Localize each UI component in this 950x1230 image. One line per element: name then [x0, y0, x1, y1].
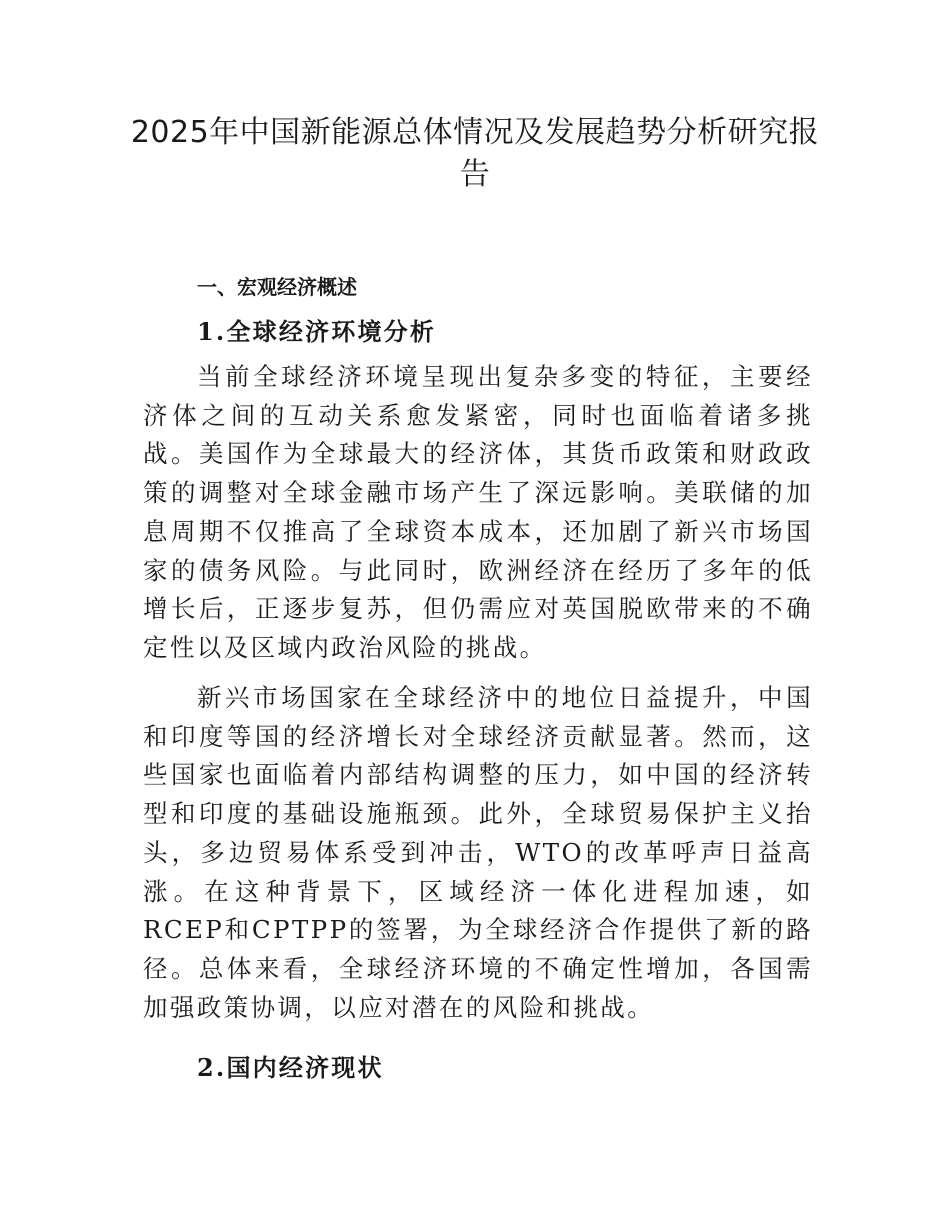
subheading-global-economy: 1.全球经济环境分析	[197, 317, 437, 346]
subheading-domestic-economy: 2.国内经济现状	[197, 1053, 384, 1082]
paragraph-global-economy-2: 新兴市场国家在全球经济中的地位日益提升，中国和印度等国的经济增长对全球经济贡献显著。然而，这些国家也面临着内部结构调整的压力，如中国的经济转型和印度的基础设施瓶颈。此外，全球贸易保护主义抬头，多边贸易体系受到冲击，WTO的改革呼声日益高涨。在这种背景下，区域经济一体化进程加速，如RCEP和CPTPP的签署，为全球经济合作提供了新的路径。总体来看，全球经济环境的不确定性增加，各国需加强政策协调，以应对潜在的风险和挑战。	[143, 683, 813, 1022]
section-heading-macro-economy: 一、宏观经济概述	[197, 275, 357, 299]
document-title: 2025年中国新能源总体情况及发展趋势分析研究报告	[130, 115, 820, 192]
paragraph-global-economy-1: 当前全球经济环境呈现出复杂多变的特征，主要经济体之间的互动关系愈发紧密，同时也面临着诸多挑战。美国作为全球最大的经济体，其货币政策和财政政策的调整对全球金融市场产生了深远影响。美联储的加息周期不仅推高了全球资本成本，还加剧了新兴市场国家的债务风险。与此同时，欧洲经济在经历了多年的低增长后，正逐步复苏，但仍需应对英国脱欧带来的不确定性以及区域内政治风险的挑战。	[143, 362, 813, 662]
